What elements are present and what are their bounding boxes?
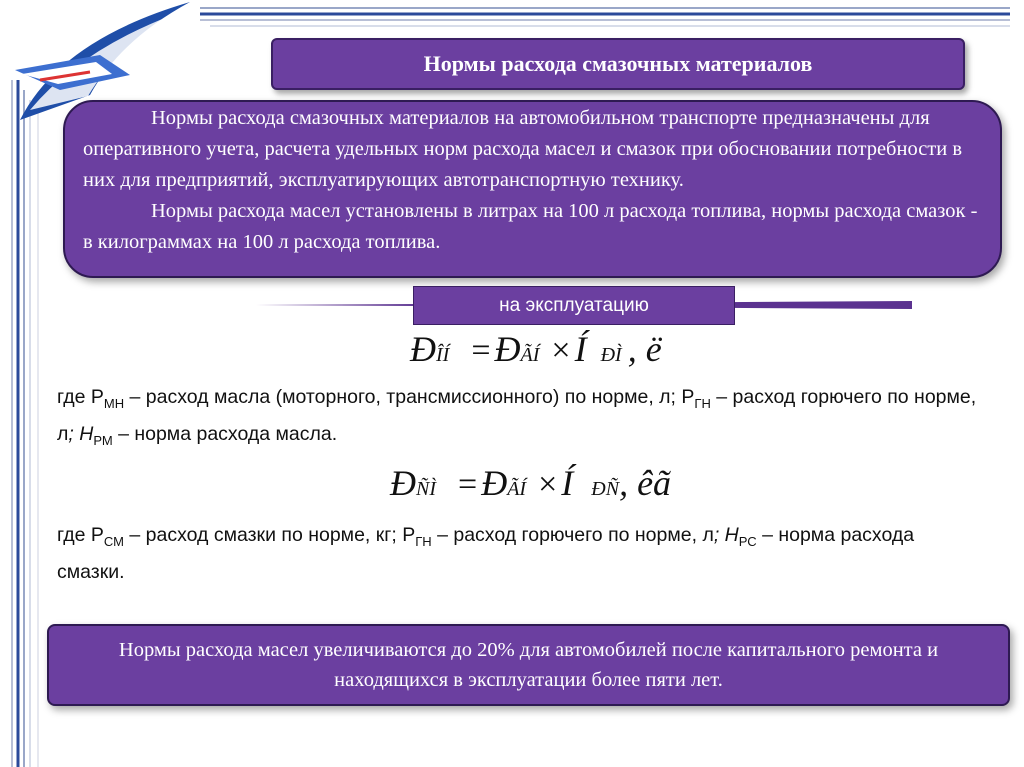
explanation-grease-text: – расход смазки по норме, кг; P xyxy=(123,524,416,546)
formula-grease-lhs-sub: ÑÌ xyxy=(416,478,436,500)
explanation-oil-text: – норма расхода масла. xyxy=(112,422,338,445)
explanation-grease-text: – расход горючего по норме, л xyxy=(431,524,714,546)
explanation-grease-sub: СМ xyxy=(103,533,124,549)
intro-box xyxy=(63,100,1002,278)
explanation-oil-text: ; Н xyxy=(68,422,94,445)
formula-grease-r1-sub: ÃÍ xyxy=(507,478,527,500)
top-stripes xyxy=(200,8,1010,26)
formula-oil-times: × xyxy=(551,332,571,369)
page-title: Нормы расхода смазочных материалов xyxy=(271,38,965,90)
explanation-oil-sub: ГН xyxy=(694,395,711,411)
explanation-oil xyxy=(57,382,987,456)
note-box xyxy=(47,624,1010,706)
formula-oil-lhs-sub: ÎÍ xyxy=(436,344,450,366)
intro-paragraph-1: Нормы расхода смазочных материалов на автомобильном транспорте предназначены для оперативного учета, расчета удельных норм расхода масел и смазок при обосновании потребности в них для предприятий, эксплуатирующих автотранспортную технику. xyxy=(83,107,963,191)
explanation-oil-text: – расход горючего по норме, л xyxy=(57,386,977,445)
formula-oil-r2-sub: ĐÌ xyxy=(600,344,622,366)
left-stripes xyxy=(12,80,38,767)
formula-grease-unit: , êã xyxy=(619,463,672,503)
formula-grease-equals: = xyxy=(458,466,478,503)
explanation-grease-sub: РС xyxy=(738,533,757,549)
formula-oil-lhs: Đ xyxy=(410,329,436,369)
formula-oil-r2: Í xyxy=(574,329,587,369)
explanation-grease-text: ; Н xyxy=(713,524,739,546)
operation-tag: на эксплуатацию xyxy=(413,286,735,325)
formula-oil-unit: , ë xyxy=(627,329,662,369)
formula-grease-lhs: Đ xyxy=(390,463,416,503)
explanation-grease-text: где P xyxy=(57,524,104,546)
formula-oil-r1-sub: ÃÍ xyxy=(520,344,540,366)
formula-oil-equals: = xyxy=(471,332,491,369)
explanation-oil-sub: РМ xyxy=(93,432,113,448)
formula-grease-r1: Đ xyxy=(481,463,508,503)
formula-oil-r1: Đ xyxy=(494,329,521,369)
formula-grease xyxy=(390,462,671,504)
explanation-oil-text: где P xyxy=(57,386,104,408)
formula-grease-r2-sub: ĐÑ xyxy=(591,478,620,500)
explanation-grease-sub: ГН xyxy=(415,533,432,549)
note-text: Нормы расхода масел увеличиваются до 20% для автомобилей после капитального ремонта и находящихся в эксплуатации более пяти лет. xyxy=(118,639,939,691)
explanation-oil-sub: МН xyxy=(103,395,125,411)
formula-grease-r2: Í xyxy=(561,463,574,503)
formula-grease-times: × xyxy=(538,466,558,503)
explanation-grease-text: – норма расхода смазки. xyxy=(57,524,915,583)
explanation-grease xyxy=(57,520,987,587)
explanation-oil-text: – расход масла (моторного, трансмиссионного) по норме, л; P xyxy=(124,386,695,408)
formula-oil xyxy=(410,328,662,370)
intro-paragraph-2: Нормы расхода масел установлены в литрах на 100 л расхода топлива, нормы расхода смазок - в килограммах на 100 л расхода топлива. xyxy=(83,200,978,253)
